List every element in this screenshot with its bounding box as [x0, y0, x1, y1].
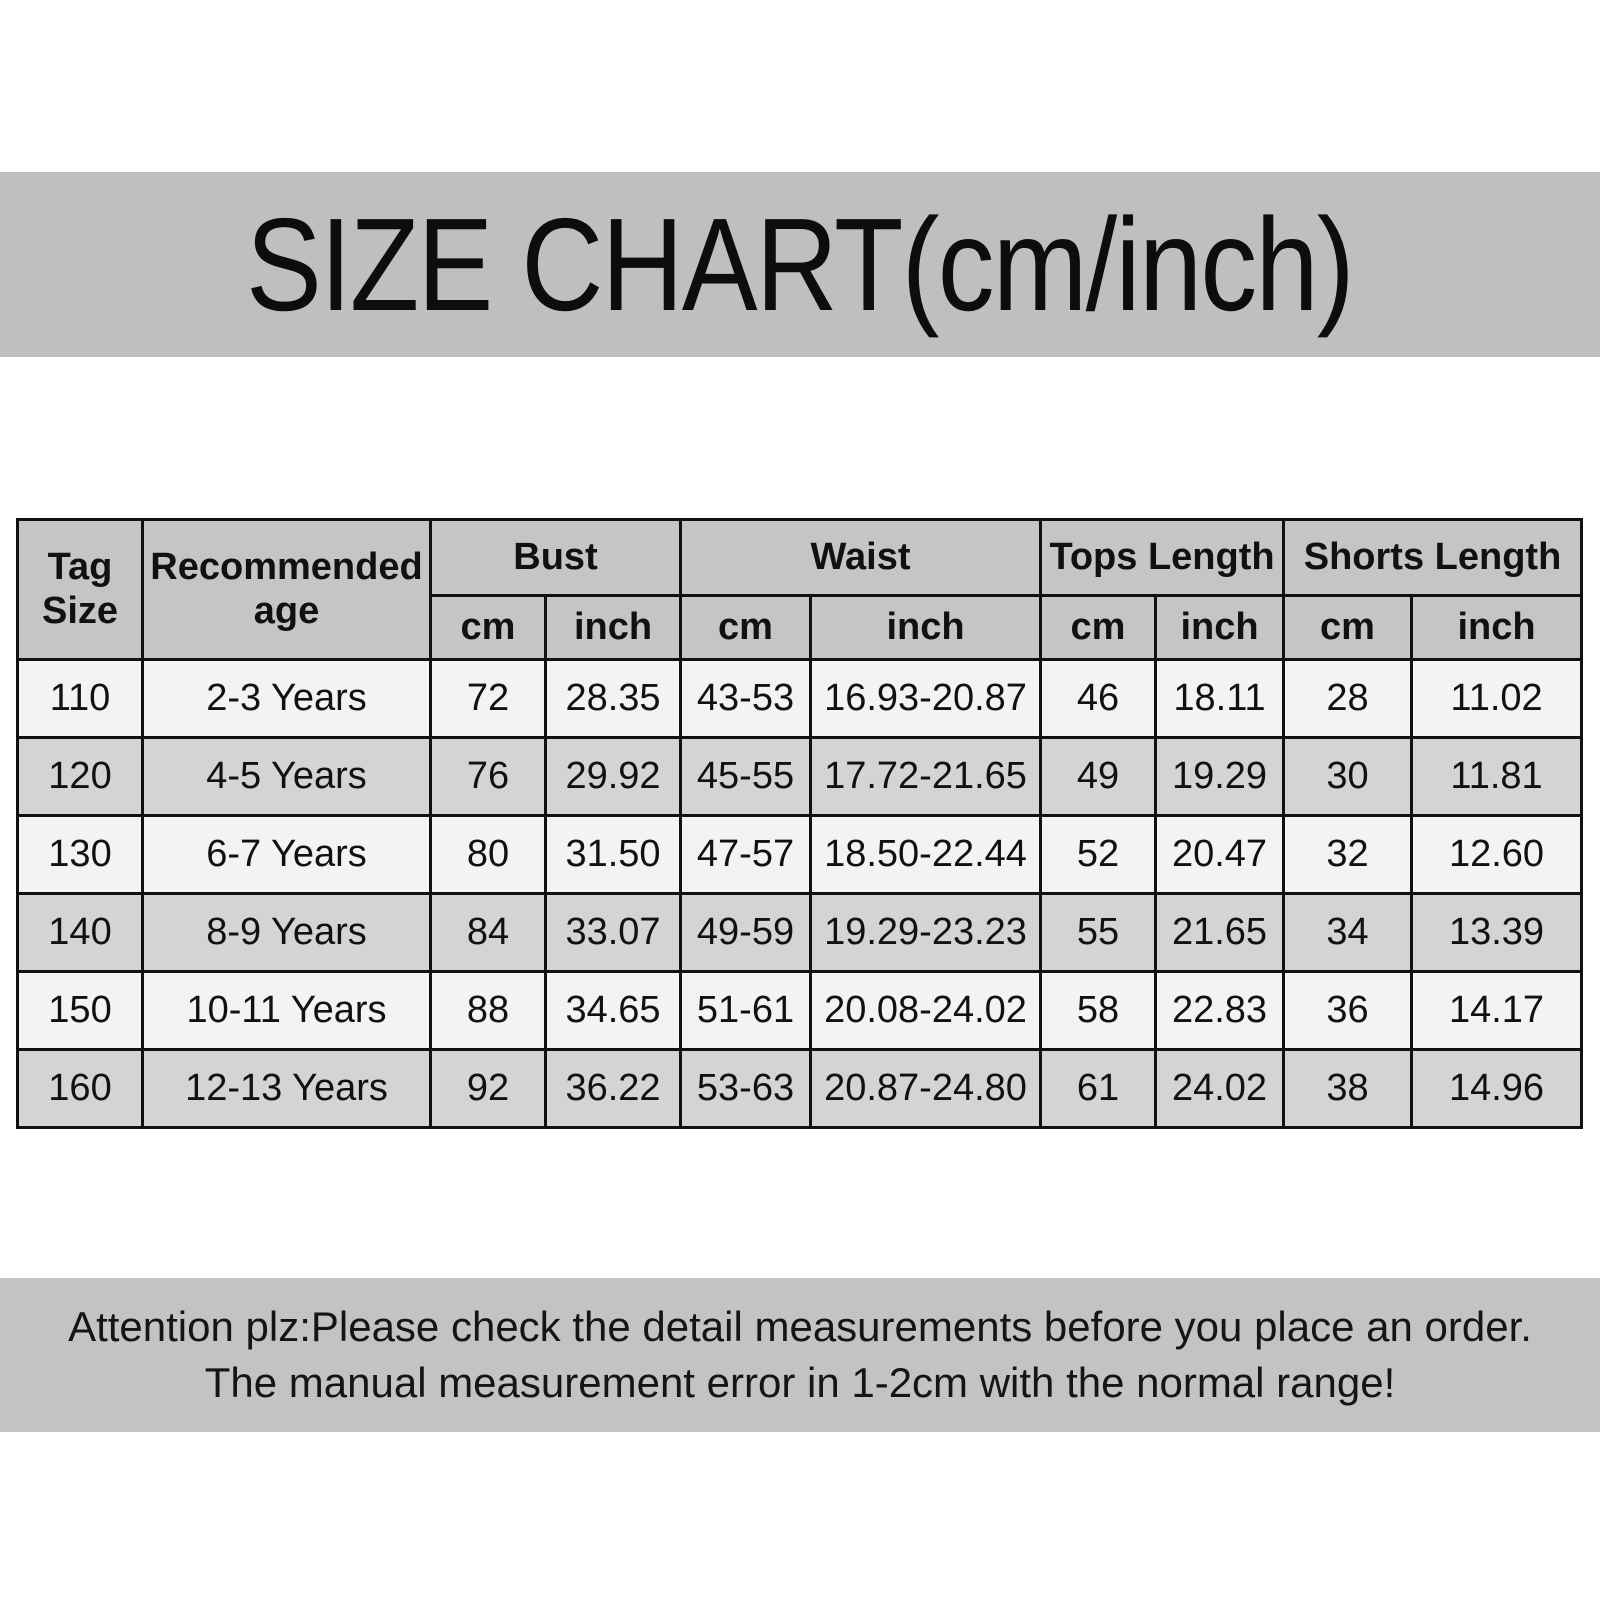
- tops-inch-cell: 20.47: [1156, 816, 1284, 894]
- table-header: [18, 520, 1582, 660]
- header-recommended-age: Recommended age: [143, 520, 431, 660]
- age-cell: 2-3 Years: [143, 660, 431, 738]
- tops-cm-cell: 49: [1041, 738, 1156, 816]
- size-row-130: [18, 816, 1582, 894]
- shorts-cm-cell: 30: [1284, 738, 1412, 816]
- tops-cm-cell: 55: [1041, 894, 1156, 972]
- waist-cm-cell: 49-59: [681, 894, 811, 972]
- waist-inch-cell: 16.93-20.87: [811, 660, 1041, 738]
- waist-inch-cell: 17.72-21.65: [811, 738, 1041, 816]
- shorts-inch-cell: 12.60: [1412, 816, 1582, 894]
- tops-cm-cell: 61: [1041, 1050, 1156, 1128]
- page-title: SIZE CHART(cm/inch): [246, 191, 1354, 338]
- waist-inch-cell: 18.50-22.44: [811, 816, 1041, 894]
- tag-size-cell: 120: [18, 738, 143, 816]
- waist-cm-cell: 43-53: [681, 660, 811, 738]
- header-bust: Bust: [431, 520, 681, 596]
- waist-inch-cell: 20.87-24.80: [811, 1050, 1041, 1128]
- size-row-140: [18, 894, 1582, 972]
- bust-inch-cell: 31.50: [546, 816, 681, 894]
- shorts-inch-cell: 14.96: [1412, 1050, 1582, 1128]
- tag-size-cell: 150: [18, 972, 143, 1050]
- table-body: [18, 660, 1582, 1128]
- size-row-110: [18, 660, 1582, 738]
- waist-cm-cell: 53-63: [681, 1050, 811, 1128]
- size-row-120: [18, 738, 1582, 816]
- waist-inch-cell: 19.29-23.23: [811, 894, 1041, 972]
- tops-cm-cell: 58: [1041, 972, 1156, 1050]
- shorts-cm-cell: 34: [1284, 894, 1412, 972]
- age-cell: 4-5 Years: [143, 738, 431, 816]
- shorts-cm-cell: 28: [1284, 660, 1412, 738]
- bust-cm-cell: 80: [431, 816, 546, 894]
- tops-inch-cell: 24.02: [1156, 1050, 1284, 1128]
- tops-inch-cell: 22.83: [1156, 972, 1284, 1050]
- shorts-inch-cell: 14.17: [1412, 972, 1582, 1050]
- bust-cm-cell: 84: [431, 894, 546, 972]
- header-tops-length: Tops Length: [1041, 520, 1284, 596]
- tops-cm-cell: 46: [1041, 660, 1156, 738]
- header-shorts-length: Shorts Length: [1284, 520, 1582, 596]
- age-cell: 8-9 Years: [143, 894, 431, 972]
- header-group-row: [18, 520, 1582, 596]
- size-row-160: [18, 1050, 1582, 1128]
- tops-inch-cell: 18.11: [1156, 660, 1284, 738]
- shorts-inch-cell: 11.02: [1412, 660, 1582, 738]
- bust-inch-cell: 33.07: [546, 894, 681, 972]
- tops-inch-cell: 19.29: [1156, 738, 1284, 816]
- tag-size-cell: 110: [18, 660, 143, 738]
- attention-banner: [0, 1278, 1600, 1432]
- shorts-cm-cell: 32: [1284, 816, 1412, 894]
- bust-cm-label: cm: [431, 596, 546, 660]
- tops-inch-label: inch: [1156, 596, 1284, 660]
- bust-cm-cell: 72: [431, 660, 546, 738]
- bust-inch-label: inch: [546, 596, 681, 660]
- waist-inch-cell: 20.08-24.02: [811, 972, 1041, 1050]
- shorts-cm-cell: 38: [1284, 1050, 1412, 1128]
- waist-cm-cell: 45-55: [681, 738, 811, 816]
- tops-inch-cell: 21.65: [1156, 894, 1284, 972]
- header-tag-size: Tag Size: [18, 520, 143, 660]
- bust-inch-cell: 29.92: [546, 738, 681, 816]
- age-cell: 6-7 Years: [143, 816, 431, 894]
- bust-inch-cell: 36.22: [546, 1050, 681, 1128]
- attention-line-2: The manual measurement error in 1-2cm with the normal range!: [204, 1359, 1396, 1406]
- tag-size-cell: 160: [18, 1050, 143, 1128]
- bust-inch-cell: 28.35: [546, 660, 681, 738]
- shorts-inch-cell: 13.39: [1412, 894, 1582, 972]
- age-cell: 12-13 Years: [143, 1050, 431, 1128]
- waist-cm-cell: 47-57: [681, 816, 811, 894]
- bust-cm-cell: 88: [431, 972, 546, 1050]
- tops-cm-cell: 52: [1041, 816, 1156, 894]
- tag-size-cell: 140: [18, 894, 143, 972]
- size-row-150: [18, 972, 1582, 1050]
- shorts-inch-label: inch: [1412, 596, 1582, 660]
- waist-inch-label: inch: [811, 596, 1041, 660]
- shorts-cm-cell: 36: [1284, 972, 1412, 1050]
- shorts-cm-label: cm: [1284, 596, 1412, 660]
- tag-size-cell: 130: [18, 816, 143, 894]
- bust-inch-cell: 34.65: [546, 972, 681, 1050]
- size-table: [16, 518, 1583, 1129]
- title-banner: [0, 172, 1600, 357]
- attention-line-1: Attention plz:Please check the detail measurements before you place an order.: [68, 1303, 1532, 1350]
- waist-cm-cell: 51-61: [681, 972, 811, 1050]
- age-cell: 10-11 Years: [143, 972, 431, 1050]
- header-waist: Waist: [681, 520, 1041, 596]
- tops-cm-label: cm: [1041, 596, 1156, 660]
- waist-cm-label: cm: [681, 596, 811, 660]
- bust-cm-cell: 92: [431, 1050, 546, 1128]
- shorts-inch-cell: 11.81: [1412, 738, 1582, 816]
- bust-cm-cell: 76: [431, 738, 546, 816]
